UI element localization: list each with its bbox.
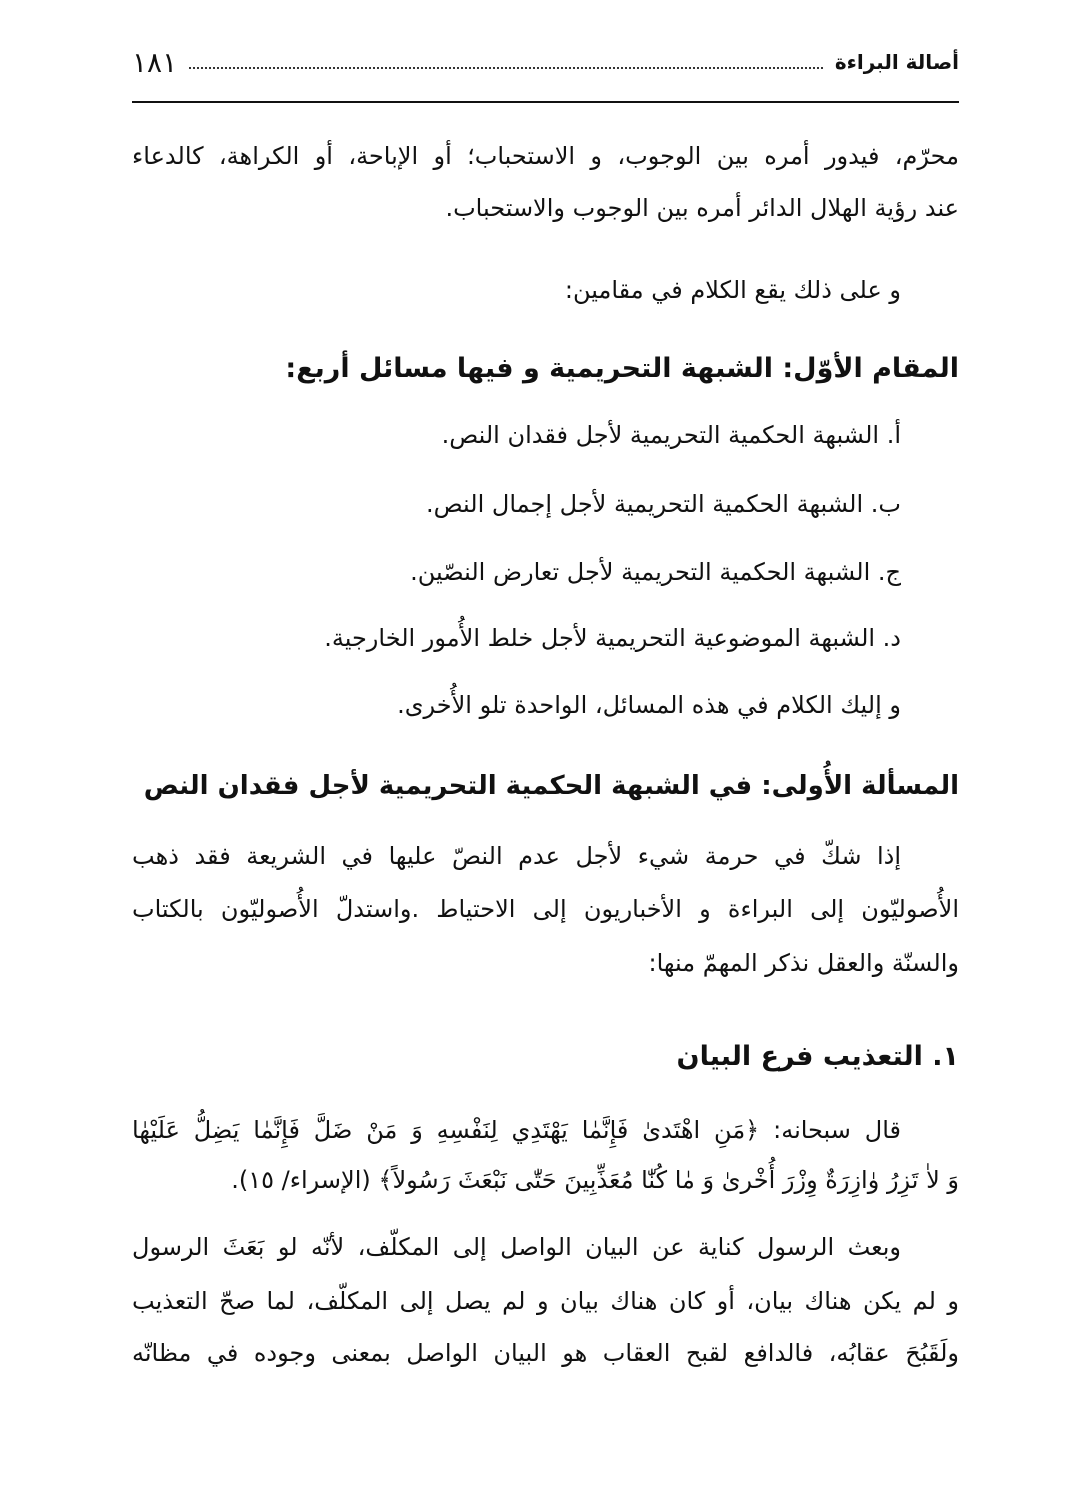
list-item: ب. الشبهة الحكمية التحريمية لأجل إجمال النص.: [426, 490, 901, 518]
section-heading: المقام الأوّل: الشبهة التحريمية و فيها مسائل أربع:: [285, 353, 959, 384]
header-rule: [132, 101, 959, 103]
paragraph-line: وبعث الرسول كناية عن البيان الواصل إلى المكلّف، لأنّه لو بَعَثَ الرسول: [132, 1233, 901, 1261]
list-item: ج. الشبهة الحكمية التحريمية لأجل تعارض النصّين.: [410, 558, 901, 586]
paragraph-line: و على ذلك يقع الكلام في مقامين:: [564, 276, 901, 304]
subsection-heading: ١. التعذيب فرع البيان: [676, 1041, 959, 1072]
list-item: د. الشبهة الموضوعية التحريمية لأجل خلط الأُمور الخارجية.: [324, 624, 901, 652]
paragraph-line: ولَقَبُحَ عقابُه، فالدافع لقبح العقاب هو البيان الواصل بمعنى وجوده في مظانّه: [132, 1339, 959, 1367]
running-title: أصالة البراءة: [834, 50, 959, 74]
paragraph-line: عند رؤية الهلال الدائر أمره بين الوجوب والاستحباب.: [445, 194, 959, 222]
quran-verse-line: وَ لاٰ تَزِرُ وٰازِرَةٌ وِزْرَ أُخْرىٰ وَ مٰا كُنّٰا مُعَذِّبِينَ حَتّٰى نَبْعَثَ رَسُولاً﴾ (الإسراء/ ١٥).: [231, 1166, 959, 1194]
list-item: أ. الشبهة الحكمية التحريمية لأجل فقدان النص.: [441, 421, 901, 449]
quran-verse-line: قال سبحانه: ﴿مَنِ اهْتَدىٰ فَإِنَّمٰا يَهْتَدِي لِنَفْسِهِ وَ مَنْ ضَلَّ فَإِنَّمٰا يَضِلُّ عَلَيْهٰا: [132, 1116, 901, 1144]
page-number: ١٨١: [132, 45, 178, 79]
paragraph-line: والسنّة والعقل نذكر المهمّ منها:: [648, 949, 959, 977]
page-header: [132, 40, 959, 84]
paragraph-line: الأُصوليّون إلى البراءة و الأخباريون إلى الاحتياط .واستدلّ الأُصوليّون بالكتاب: [132, 895, 959, 923]
question-heading: المسألة الأُولى: في الشبهة الحكمية التحريمية لأجل فقدان النص: [143, 771, 959, 801]
paragraph-line: و إليك الكلام في هذه المسائل، الواحدة تلو الأُخرى.: [397, 691, 901, 719]
dotted-leader: [189, 67, 823, 69]
paragraph-line: و لم يكن هناك بيان، أو كان هناك بيان و لم يصل إلى المكلّف، لما صحّ التعذيب: [132, 1287, 959, 1315]
paragraph-line: إذا شكّ في حرمة شيء لأجل عدم النصّ عليها في الشريعة فقد ذهب: [132, 842, 901, 870]
paragraph-line: محرّم، فيدور أمره بين الوجوب، و الاستحباب؛ أو الإباحة، أو الكراهة، كالدعاء: [132, 142, 959, 170]
